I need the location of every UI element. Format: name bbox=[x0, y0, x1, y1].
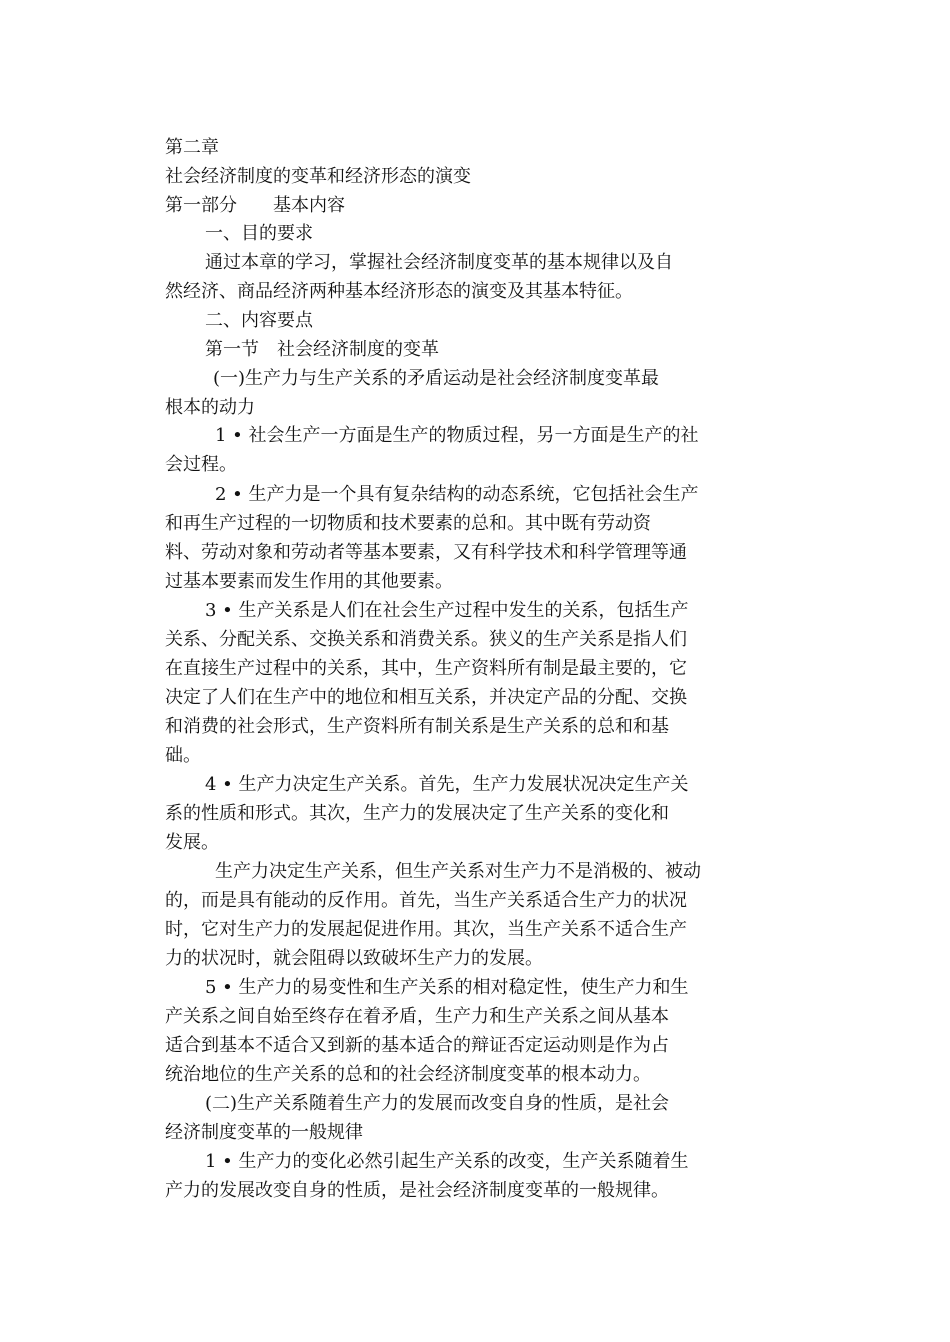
paragraph-line: 4 • 生产力决定生产关系。首先，生产力发展状况决定生产关 bbox=[205, 774, 689, 795]
paragraph-line: 然经济、商品经济两种基本经济形态的演变及其基本特征。 bbox=[165, 281, 633, 302]
subsection-heading: 根本的动力 bbox=[165, 397, 255, 418]
paragraph-line: 料、劳动对象和劳动者等基本要素，又有科学技术和科学管理等通 bbox=[165, 542, 687, 563]
paragraph-line: 过基本要素而发生作用的其他要素。 bbox=[165, 571, 453, 592]
paragraph-line: 通过本章的学习，掌握社会经济制度变革的基本规律以及自 bbox=[205, 252, 673, 273]
paragraph-line: 产关系之间自始至终存在着矛盾，生产力和生产关系之间从基本 bbox=[165, 1006, 669, 1027]
paragraph-line: 3 • 生产关系是人们在社会生产过程中发生的关系，包括生产 bbox=[205, 600, 689, 621]
chapter-title: 社会经济制度的变革和经济形态的演变 bbox=[165, 166, 471, 187]
paragraph-line: 1 • 生产力的变化必然引起生产关系的改变，生产关系随着生 bbox=[205, 1151, 689, 1172]
paragraph-line: 会过程。 bbox=[165, 454, 237, 475]
chapter-label: 第二章 bbox=[165, 137, 219, 158]
paragraph-line: 的，而是具有能动的反作用。首先，当生产关系适合生产力的状况 bbox=[165, 890, 687, 911]
paragraph-line: 2 • 生产力是一个具有复杂结构的动态系统，它包括社会生产 bbox=[215, 484, 699, 505]
paragraph-line: 生产力决定生产关系，但生产关系对生产力不是消极的、被动 bbox=[215, 861, 701, 882]
paragraph-line: 在直接生产过程中的关系，其中，生产资料所有制是最主要的，它 bbox=[165, 658, 687, 679]
paragraph-line: 统治地位的生产关系的总和的社会经济制度变革的根本动力。 bbox=[165, 1064, 651, 1085]
subsection-heading: (一)生产力与生产关系的矛盾运动是社会经济制度变革最 bbox=[213, 368, 660, 389]
paragraph-line: 础。 bbox=[165, 745, 201, 766]
paragraph-line: 系的性质和形式。其次，生产力的发展决定了生产关系的变化和 bbox=[165, 803, 669, 824]
part-title: 第一部分 基本内容 bbox=[165, 195, 345, 216]
paragraph-line: 时，它对生产力的发展起促进作用。其次，当生产关系不适合生产 bbox=[165, 919, 687, 940]
subsection-heading: (二)生产关系随着生产力的发展而改变自身的性质，是社会 bbox=[205, 1093, 670, 1114]
section-heading: 一、目的要求 bbox=[205, 223, 313, 244]
paragraph-line: 发展。 bbox=[165, 832, 219, 853]
paragraph-line: 和再生产过程的一切物质和技术要素的总和。其中既有劳动资 bbox=[165, 513, 651, 534]
paragraph-line: 5 • 生产力的易变性和生产关系的相对稳定性，使生产力和生 bbox=[205, 977, 689, 998]
paragraph-line: 关系、分配关系、交换关系和消费关系。狭义的生产关系是指人们 bbox=[165, 629, 687, 650]
paragraph-line: 决定了人们在生产中的地位和相互关系，并决定产品的分配、交换 bbox=[165, 687, 687, 708]
section-heading: 二、内容要点 bbox=[205, 310, 313, 331]
paragraph-line: 适合到基本不适合又到新的基本适合的辩证否定运动则是作为占 bbox=[165, 1035, 669, 1056]
paragraph-line: 1 • 社会生产一方面是生产的物质过程，另一方面是生产的社 bbox=[215, 425, 699, 446]
paragraph-line: 和消费的社会形式，生产资料所有制关系是生产关系的总和和基 bbox=[165, 716, 669, 737]
section-heading: 第一节 社会经济制度的变革 bbox=[205, 339, 439, 360]
paragraph-line: 力的状况时，就会阻碍以致破坏生产力的发展。 bbox=[165, 948, 543, 969]
subsection-heading: 经济制度变革的一般规律 bbox=[165, 1122, 363, 1143]
paragraph-line: 产力的发展改变自身的性质，是社会经济制度变革的一般规律。 bbox=[165, 1180, 669, 1201]
